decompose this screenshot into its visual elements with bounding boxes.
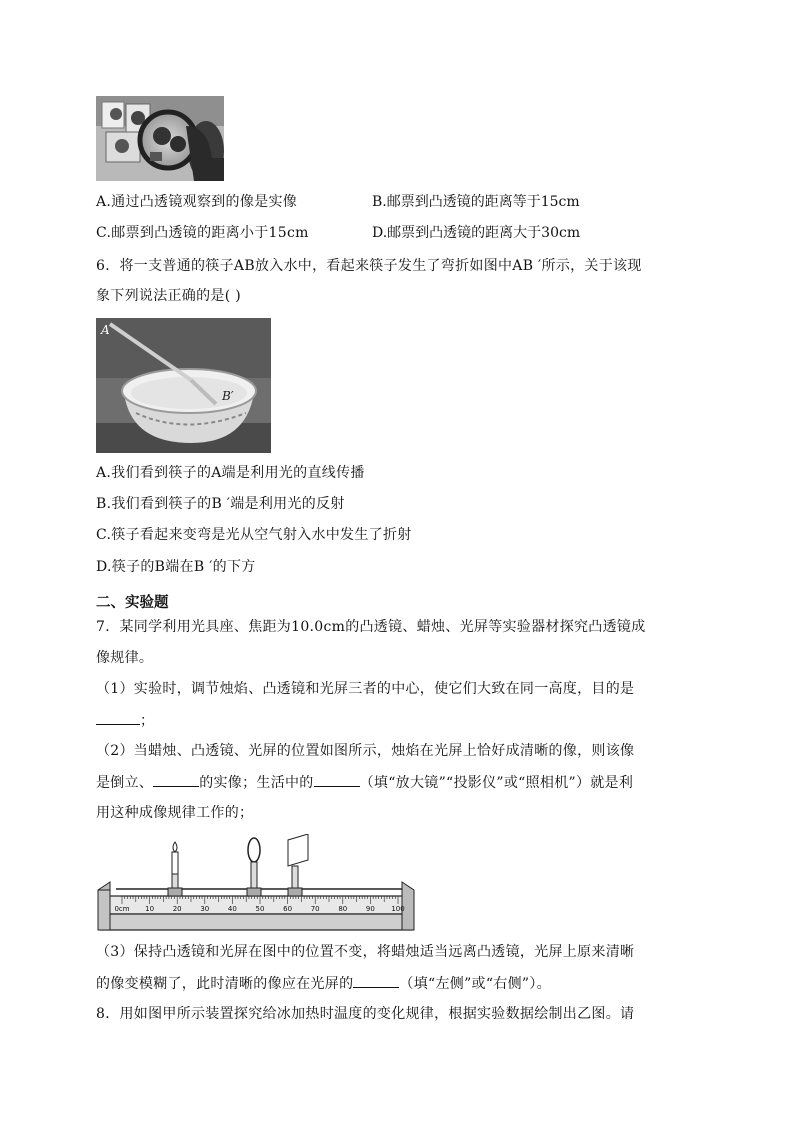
bench-tick-label: 40 <box>227 905 237 913</box>
bench-tick-label: 60 <box>283 905 293 913</box>
bench-tick-label: 10 <box>145 905 155 913</box>
point-a-label: A <box>101 323 110 337</box>
q5-option-b: B.邮票到凸透镜的距离等于15cm <box>372 194 580 210</box>
point-b-prime-label: B′ <box>222 389 234 403</box>
q5-option-c: C.邮票到凸透镜的距离小于15cm <box>96 225 309 241</box>
q6-option-d: D.筷子的B端在B ′的下方 <box>96 559 256 575</box>
q8-stem-line1: 8．用如图甲所示装置探究给冰加热时温度的变化规律，根据实验数据绘制出乙图。请 <box>96 1006 635 1022</box>
q7-part2-line1: （2）当蜡烛、凸透镜、光屏的位置如图所示，烛焰在光屏上恰好成清晰的像，则该像 <box>96 743 635 759</box>
bench-tick-label: 0cm <box>114 905 130 913</box>
q6-option-b: B.我们看到筷子的B ′端是利用光的反射 <box>96 496 345 512</box>
q7-stem-line2: 像规律。 <box>96 650 154 666</box>
bench-tick-label: 80 <box>338 905 348 913</box>
bench-tick-label: 70 <box>310 905 320 913</box>
q7-part1-line1: （1）实验时，调节烛焰、凸透镜和光屏三者的中心，使它们大致在同一高度，目的是 <box>96 681 635 697</box>
q6-option-a: A.我们看到筷子的A端是利用光的直线传播 <box>96 465 365 481</box>
q7-part1-line2: ； <box>96 710 154 731</box>
q6-stem-line2: 象下列说法正确的是( ) <box>96 288 241 304</box>
q6-option-c: C.筷子看起来变弯是光从空气射入水中发生了折射 <box>96 527 412 543</box>
bench-tick-label: 20 <box>172 905 182 913</box>
q6-stem-line1: 6．将一支普通的筷子AB放入水中，看起来筷子发生了弯折如图中AB ′所示，关于该现 <box>96 258 642 274</box>
q7-part2-line2: 是倒立、 的实像；生活中的 （填“放大镜”“投影仪”或“照相机”）就是利 <box>96 772 633 793</box>
bench-tick-label: 100 <box>391 905 405 913</box>
chopstick-bowl-photo <box>96 318 271 453</box>
answer-blank-3[interactable] <box>314 772 360 787</box>
optical-bench-diagram <box>96 834 416 934</box>
section-heading: 二、实验题 <box>96 595 169 611</box>
answer-blank-2[interactable] <box>153 772 199 787</box>
q7-part3-line1: （3）保持凸透镜和光屏在图中的位置不变，将蜡烛适当远离凸透镜，光屏上原来清晰 <box>96 944 635 960</box>
answer-blank-1[interactable] <box>96 710 140 725</box>
q7-part3-line2: 的像变模糊了，此时清晰的像应在光屏的 （填“左侧”或“右侧”）。 <box>96 973 551 994</box>
magnifier-stamp-photo <box>96 96 224 181</box>
q7-stem-line1: 7．某同学利用光具座、焦距为10.0cm的凸透镜、蜡烛、光屏等实验器材探究凸透镜成 <box>96 619 646 635</box>
q7-part2-line3: 用这种成像规律工作的； <box>96 805 254 821</box>
bench-tick-label: 90 <box>365 905 375 913</box>
q5-option-a: A.通过凸透镜观察到的像是实像 <box>96 194 298 210</box>
bench-tick-label: 30 <box>200 905 210 913</box>
bench-tick-label: 50 <box>255 905 265 913</box>
answer-blank-4[interactable] <box>353 973 399 988</box>
q5-option-d: D.邮票到凸透镜的距离大于30cm <box>372 225 581 241</box>
